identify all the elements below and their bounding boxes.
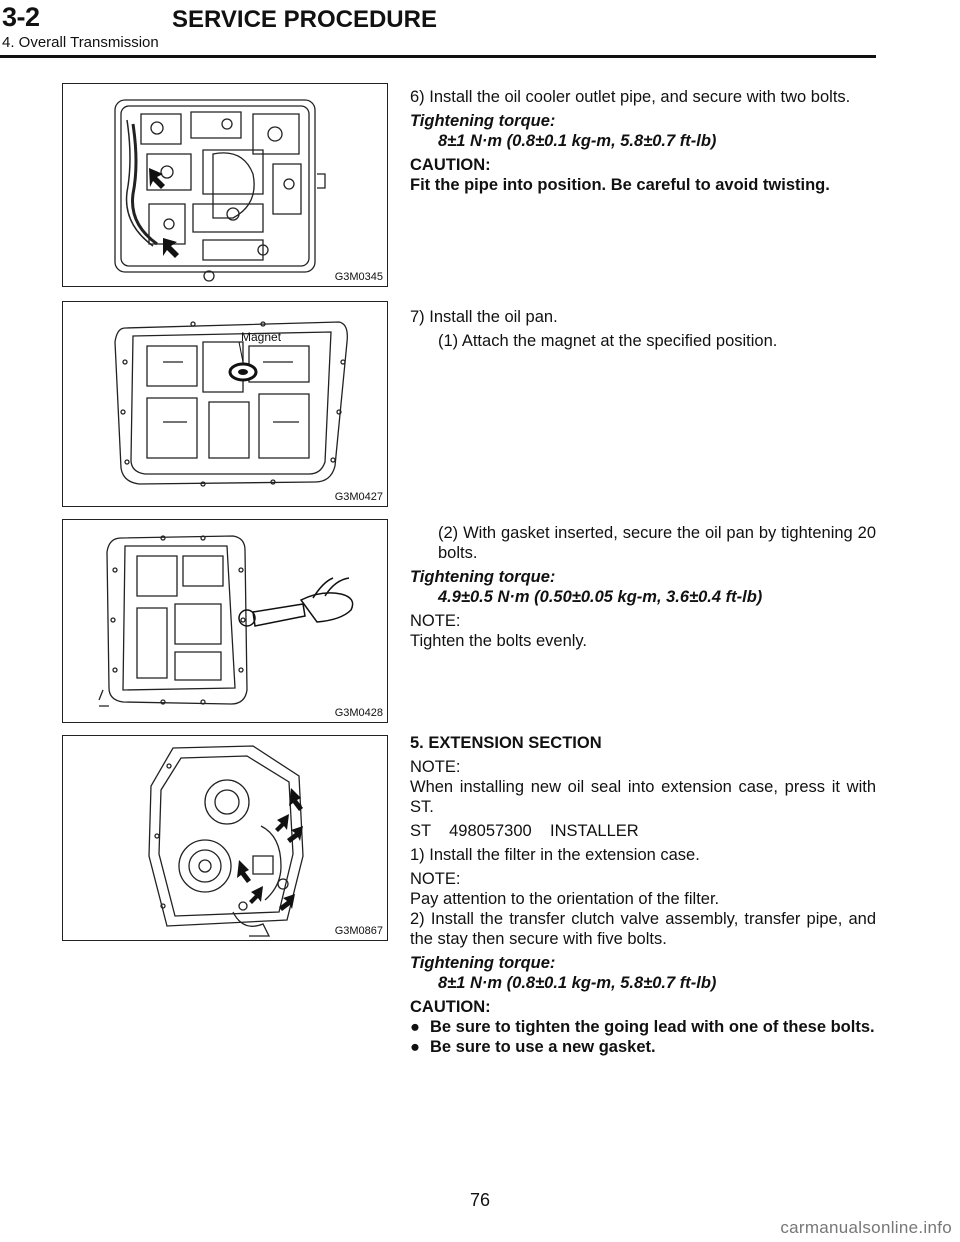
- figure-id: G3M0428: [334, 707, 383, 719]
- note-label: NOTE:: [410, 870, 461, 888]
- step-text: 2) Install the transfer clutch valve assembly, transfer pipe, and the stay then secure with five bolts.: [410, 910, 876, 948]
- figure-illustration: [63, 84, 387, 286]
- caution-bullet-text: Be sure to tighten the going lead with one of these bolts.: [430, 1018, 875, 1036]
- caution-label: CAUTION:: [410, 998, 491, 1016]
- step-7-block: [410, 307, 876, 351]
- sub-step-text: (1) Attach the magnet at the specified position.: [438, 332, 778, 350]
- note-text: When installing new oil seal into extension case, press it with ST.: [410, 778, 876, 816]
- step-7-2-block: [410, 523, 876, 651]
- subsection-title: 4. Overall Transmission: [2, 34, 159, 51]
- figure-id: G3M0345: [334, 271, 383, 283]
- caution-text: Fit the pipe into position. Be careful to avoid twisting.: [410, 176, 830, 194]
- note-text: Pay attention to the orientation of the filter.: [410, 890, 720, 908]
- page-number: 76: [469, 1190, 491, 1210]
- caution-bullet: [410, 1017, 876, 1037]
- torque-value: 4.9±0.5 N·m (0.50±0.05 kg-m, 3.6±0.4 ft-lb): [438, 588, 763, 606]
- bullet-icon: ●: [410, 1018, 420, 1036]
- torque-label: Tightening torque:: [410, 112, 556, 130]
- figure-illustration: [63, 736, 387, 940]
- extension-section-block: [410, 733, 876, 1057]
- section-title: SERVICE PROCEDURE: [172, 6, 437, 33]
- figure-id: G3M0427: [334, 491, 383, 503]
- figure-extension-case: [62, 735, 388, 941]
- caution-bullet-text: Be sure to use a new gasket.: [430, 1038, 656, 1056]
- figure-oil-pan-magnet: [62, 301, 388, 507]
- footer-watermark: carmanualsonline.info: [780, 1218, 952, 1237]
- section-heading: 5. EXTENSION SECTION: [410, 734, 602, 752]
- sub-step-text: (2) With gasket inserted, secure the oil pan by tightening 20 bolts.: [438, 524, 876, 562]
- note-text: Tighten the bolts evenly.: [410, 632, 588, 650]
- figure-oil-pan-bolts: [62, 519, 388, 723]
- step-6-block: [410, 87, 876, 195]
- torque-value: 8±1 N·m (0.8±0.1 kg-m, 5.8±0.7 ft-lb): [438, 974, 717, 992]
- caution-bullet: [410, 1037, 876, 1057]
- step-text: 7) Install the oil pan.: [410, 308, 558, 326]
- torque-label: Tightening torque:: [410, 954, 556, 972]
- torque-label: Tightening torque:: [410, 568, 556, 586]
- note-label: NOTE:: [410, 612, 461, 630]
- header-rule: [0, 55, 876, 58]
- step-text: 1) Install the filter in the extension case.: [410, 846, 700, 864]
- step-text: 6) Install the oil cooler outlet pipe, and secure with two bolts.: [410, 88, 851, 106]
- figure-illustration: [63, 520, 387, 722]
- note-label: NOTE:: [410, 758, 461, 776]
- section-number: 3-2: [2, 2, 40, 32]
- special-tool-line: ST 498057300 INSTALLER: [410, 822, 639, 840]
- figure-illustration: [63, 302, 387, 506]
- magnet-callout: Magnet: [241, 330, 282, 344]
- figure-id: G3M0867: [334, 925, 383, 937]
- bullet-icon: ●: [410, 1038, 420, 1056]
- torque-value: 8±1 N·m (0.8±0.1 kg-m, 5.8±0.7 ft-lb): [438, 132, 717, 150]
- page-header: [0, 0, 960, 58]
- caution-label: CAUTION:: [410, 156, 491, 174]
- figure-oil-cooler-pipe: [62, 83, 388, 287]
